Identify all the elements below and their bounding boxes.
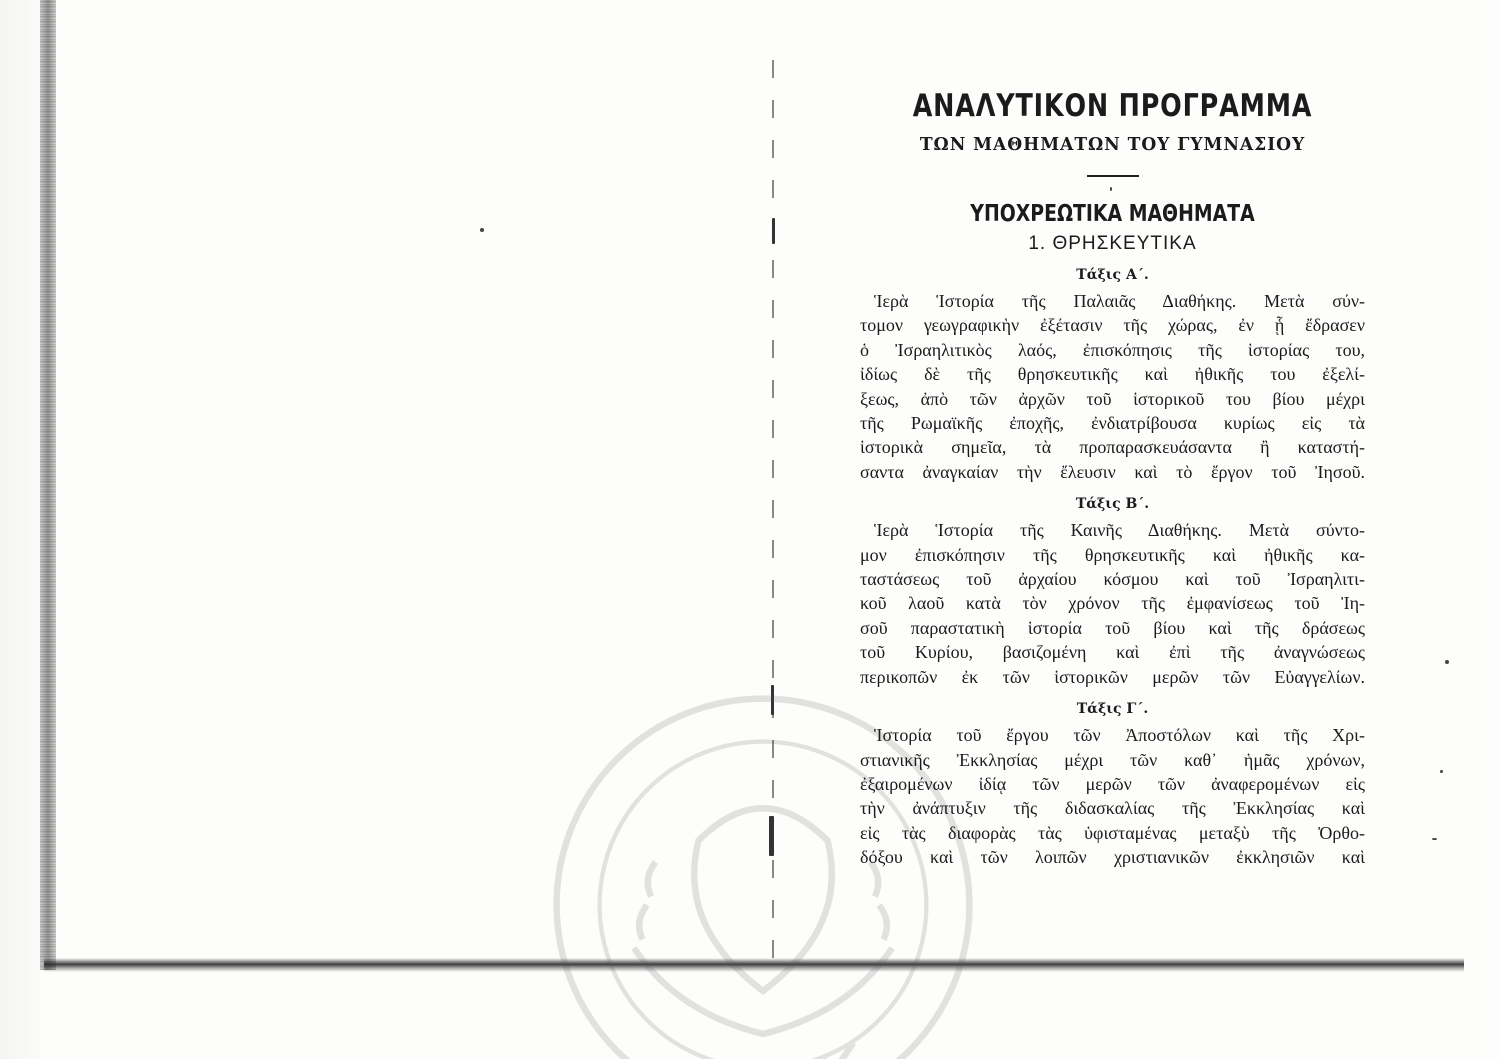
text-line: στιανικῆς Ἐκκλησίας μέχρι τῶν καθ᾿ ἡμᾶς χρόνων, bbox=[860, 749, 1365, 770]
class-paragraph bbox=[860, 289, 1365, 484]
class-section-c bbox=[860, 701, 1365, 869]
text-line: δόξου καὶ τῶν λοιπῶν χριστιανικῶν ἐκκλησιῶν καὶ bbox=[860, 847, 1365, 868]
section-heading: ΥΠΟΧΡΕΩΤΙΚΑ ΜΑΘΗΜΑΤΑ bbox=[970, 201, 1255, 227]
text-line: Ἱερὰ Ἱστορία τῆς Καινῆς Διαθήκης. Μετὰ σύντο- bbox=[874, 520, 1365, 541]
text-line: ἰδίως δὲ τῆς θρησκευτικῆς καὶ ἠθικῆς του ἐξελί- bbox=[860, 364, 1365, 385]
class-section-b bbox=[860, 496, 1365, 689]
text-line: τῆς Ρωμαϊκῆς ἐποχῆς, ἐνδιατρίβουσα κυρίως εἰς τὰ bbox=[860, 413, 1365, 434]
text-line: ἐξαιρομένων ἰδίᾳ τῶν μερῶν τῶν ἀναφερομένων εἰς bbox=[860, 773, 1365, 794]
text-line: μον ἐπισκόπησιν τῆς θρησκευτικῆς καὶ ἠθικῆς κα- bbox=[860, 544, 1365, 565]
class-paragraph bbox=[860, 518, 1365, 689]
document-title: ΑΝΑΛΥΤΙΚΟΝ ΠΡΟΓΡΑΜΜΑ bbox=[912, 88, 1313, 124]
text-line: ἱστορικὰ σημεῖα, τὰ προπαρασκευάσαντα ἢ καταστή- bbox=[860, 437, 1365, 458]
text-line: ταστάσεως τοῦ ἀρχαίου κόσμου καὶ τοῦ Ἰσραηλιτι- bbox=[860, 569, 1365, 590]
text-line: σοῦ παραστατικὴ ἱστορία τοῦ βίου καὶ τῆς δράσεως bbox=[860, 617, 1365, 638]
text-line: κοῦ λαοῦ κατὰ τὸν χρόνον τῆς ἐμφανίσεως τοῦ Ἰη- bbox=[860, 593, 1365, 614]
text-line: Ἱστορία τοῦ ἔργου τῶν Ἀποστόλων καὶ τῆς Χρι- bbox=[874, 725, 1365, 746]
text-line: ὁ Ἰσραηλιτικὸς λαός, ἐπισκόπησις τῆς ἱστορίας του, bbox=[860, 339, 1365, 360]
class-paragraph bbox=[860, 723, 1365, 869]
text-line: περικοπῶν ἐκ τῶν ἱστορικῶν μερῶν τῶν Εὐαγγελίων. bbox=[860, 666, 1365, 687]
document-subtitle: ΤΩΝ ΜΑΘΗΜΑΤΩΝ ΤΟΥ ΓΥΜΝΑΣΙΟΥ bbox=[919, 134, 1306, 155]
class-heading: Τάξις Α΄. bbox=[1076, 267, 1149, 283]
text-line: ξεως, ἀπὸ τῶν ἀρχῶν τοῦ ἱστορικοῦ του βίου μέχρι bbox=[860, 388, 1365, 409]
text-line: τομον γεωγραφικὴν ἐξέτασιν τῆς χώρας, ἐν ᾗ ἔδρασεν bbox=[860, 315, 1365, 336]
text-line: τὴν ἀνάπτυξιν τῆς διδασκαλίας τῆς Ἐκκλησίας καὶ bbox=[860, 798, 1365, 819]
text-line: τοῦ Κυρίου, βασιζομένη καὶ ἐπὶ τῆς ἀναγνώσεως bbox=[860, 642, 1365, 663]
class-heading: Τάξις Β΄. bbox=[1075, 496, 1150, 513]
title-divider bbox=[1087, 175, 1139, 177]
class-heading: Τάξις Γ΄. bbox=[1076, 701, 1149, 718]
text-line: Ἱερὰ Ἱστορία τῆς Παλαιᾶς Διαθήκης. Μετὰ σύν- bbox=[874, 291, 1365, 311]
class-section-a bbox=[860, 267, 1365, 484]
subject-heading: 1. ΘΡΗΣΚΕΥΤΙΚΑ bbox=[1028, 233, 1197, 254]
text-line: σαντα ἀναγκαίαν τὴν ἔλευσιν καὶ τὸ ἔργον τοῦ Ἰησοῦ. bbox=[860, 461, 1365, 482]
right-page bbox=[860, 80, 1365, 870]
text-line: εἰς τὰς διαφορὰς τὰς ὑφισταμένας μεταξὺ τῆς Ὀρθο- bbox=[860, 822, 1365, 843]
